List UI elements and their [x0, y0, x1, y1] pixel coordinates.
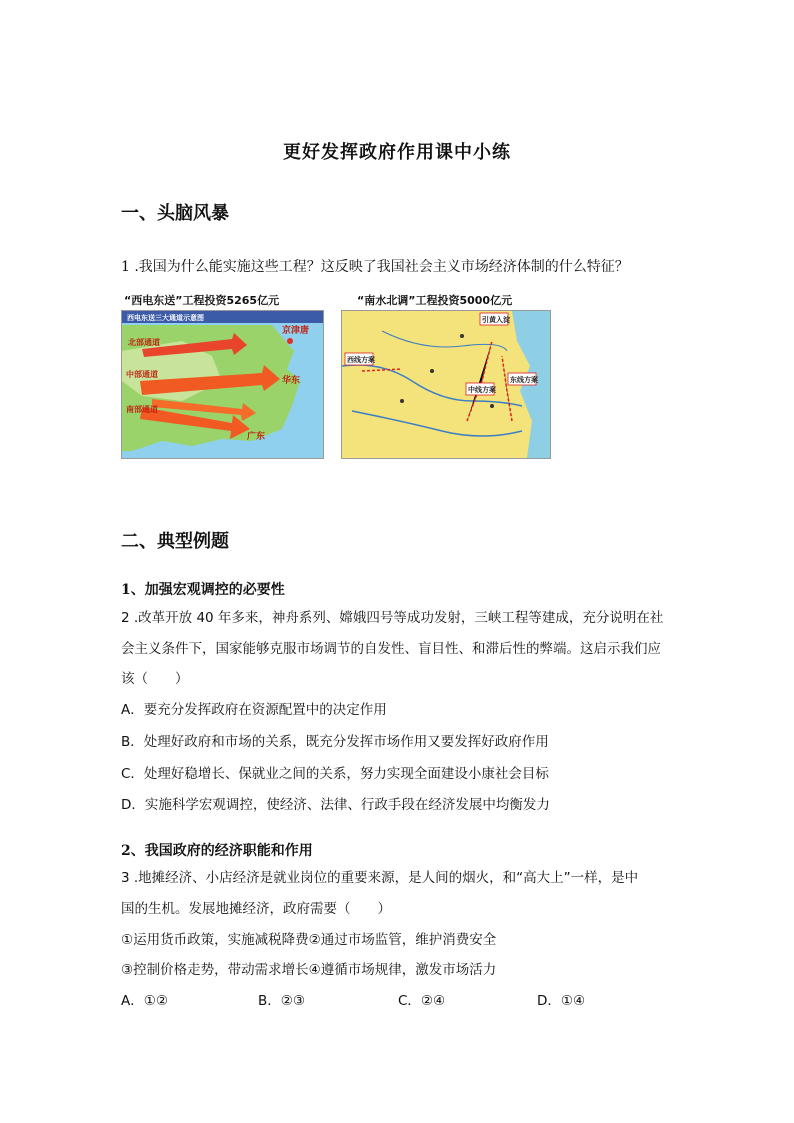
question-3-choice-b: B．②③ — [258, 993, 305, 1009]
svg-text:北部通道: 北部通道 — [128, 338, 160, 347]
question-3-choice-c: C．②④ — [398, 993, 446, 1009]
question-3-line-1: 3 .地摊经济、小店经济是就业岗位的重要来源，是人间的烟火，和“高大上”一样，是中 — [121, 870, 639, 886]
map2-east-label: 东线方案 — [510, 376, 538, 384]
south-north-water-map — [341, 310, 551, 459]
question-1: 1 .我国为什么能实施这些工程？这反映了我国社会主义市场经济体制的什么特征？ — [121, 259, 629, 275]
question-2-option-d: D．实施科学宏观调控，使经济、法律、行政手段在经济发展中均衡发力 — [121, 797, 550, 813]
svg-text:南部通道: 南部通道 — [126, 405, 158, 414]
question-2-line-1: 2 .改革开放 40 年多来，神舟系列、嫦娥四号等成功发射，三峡工程等建成，充分说明在社 — [121, 610, 664, 626]
map2-caption: “南水北调”工程投资5000亿元 — [357, 294, 513, 307]
question-3-choice-d: D．①④ — [537, 993, 586, 1009]
west-east-power-map-graphic — [122, 311, 323, 458]
question-3-statement-12: ①运用货币政策，实施减税降费②通过市场监管，维护消费安全 — [121, 932, 497, 948]
svg-text:京津唐: 京津唐 — [282, 326, 310, 336]
question-3-statement-34: ③控制价格走势，带动需求增长④遵循市场规律，激发市场活力 — [121, 962, 497, 978]
svg-text:广东: 广东 — [247, 432, 266, 442]
section-heading-brainstorm: 一、头脑风暴 — [121, 203, 229, 224]
question-2-option-c: C．处理好稳增长、保就业之间的关系，努力实现全面建设小康社会目标 — [121, 766, 549, 782]
question-2-option-a: A．要充分发挥政府在资源配置中的决定作用 — [121, 702, 387, 718]
south-north-water-map-graphic — [342, 311, 550, 458]
question-3-line-2: 国的生机。发展地摊经济，政府需要（ ） — [121, 901, 391, 917]
question-2-option-b: B．处理好政府和市场的关系，既充分发挥市场作用又要发挥好政府作用 — [121, 734, 549, 750]
subheading-economic-functions: 2、我国政府的经济职能和作用 — [121, 843, 313, 859]
map2-west-label: 西线方案 — [347, 356, 375, 364]
question-2-line-3: 该（ ） — [121, 671, 189, 687]
section-heading-examples: 二、典型例题 — [121, 531, 229, 552]
subheading-macro-control: 1、加强宏观调控的必要性 — [121, 582, 285, 598]
map1-caption: “西电东送”工程投资5265亿元 — [124, 294, 280, 307]
svg-text:中部通道: 中部通道 — [126, 370, 158, 379]
question-3-choice-a: A．①② — [121, 993, 168, 1009]
map2-diversion-label: 引黄入淀 — [482, 316, 510, 324]
svg-text:华东: 华东 — [282, 376, 301, 386]
west-east-power-map — [121, 310, 324, 459]
question-2-line-2: 会主义条件下，国家能够克服市场调节的自发性、盲目性、和滞后性的弊端。这启示我们应 — [121, 641, 661, 657]
page-title: 更好发挥政府作用课中小练 — [283, 142, 511, 163]
map2-middle-label: 中线方案 — [468, 386, 496, 394]
map1-header: 西电东送三大通道示意图 — [127, 314, 204, 322]
